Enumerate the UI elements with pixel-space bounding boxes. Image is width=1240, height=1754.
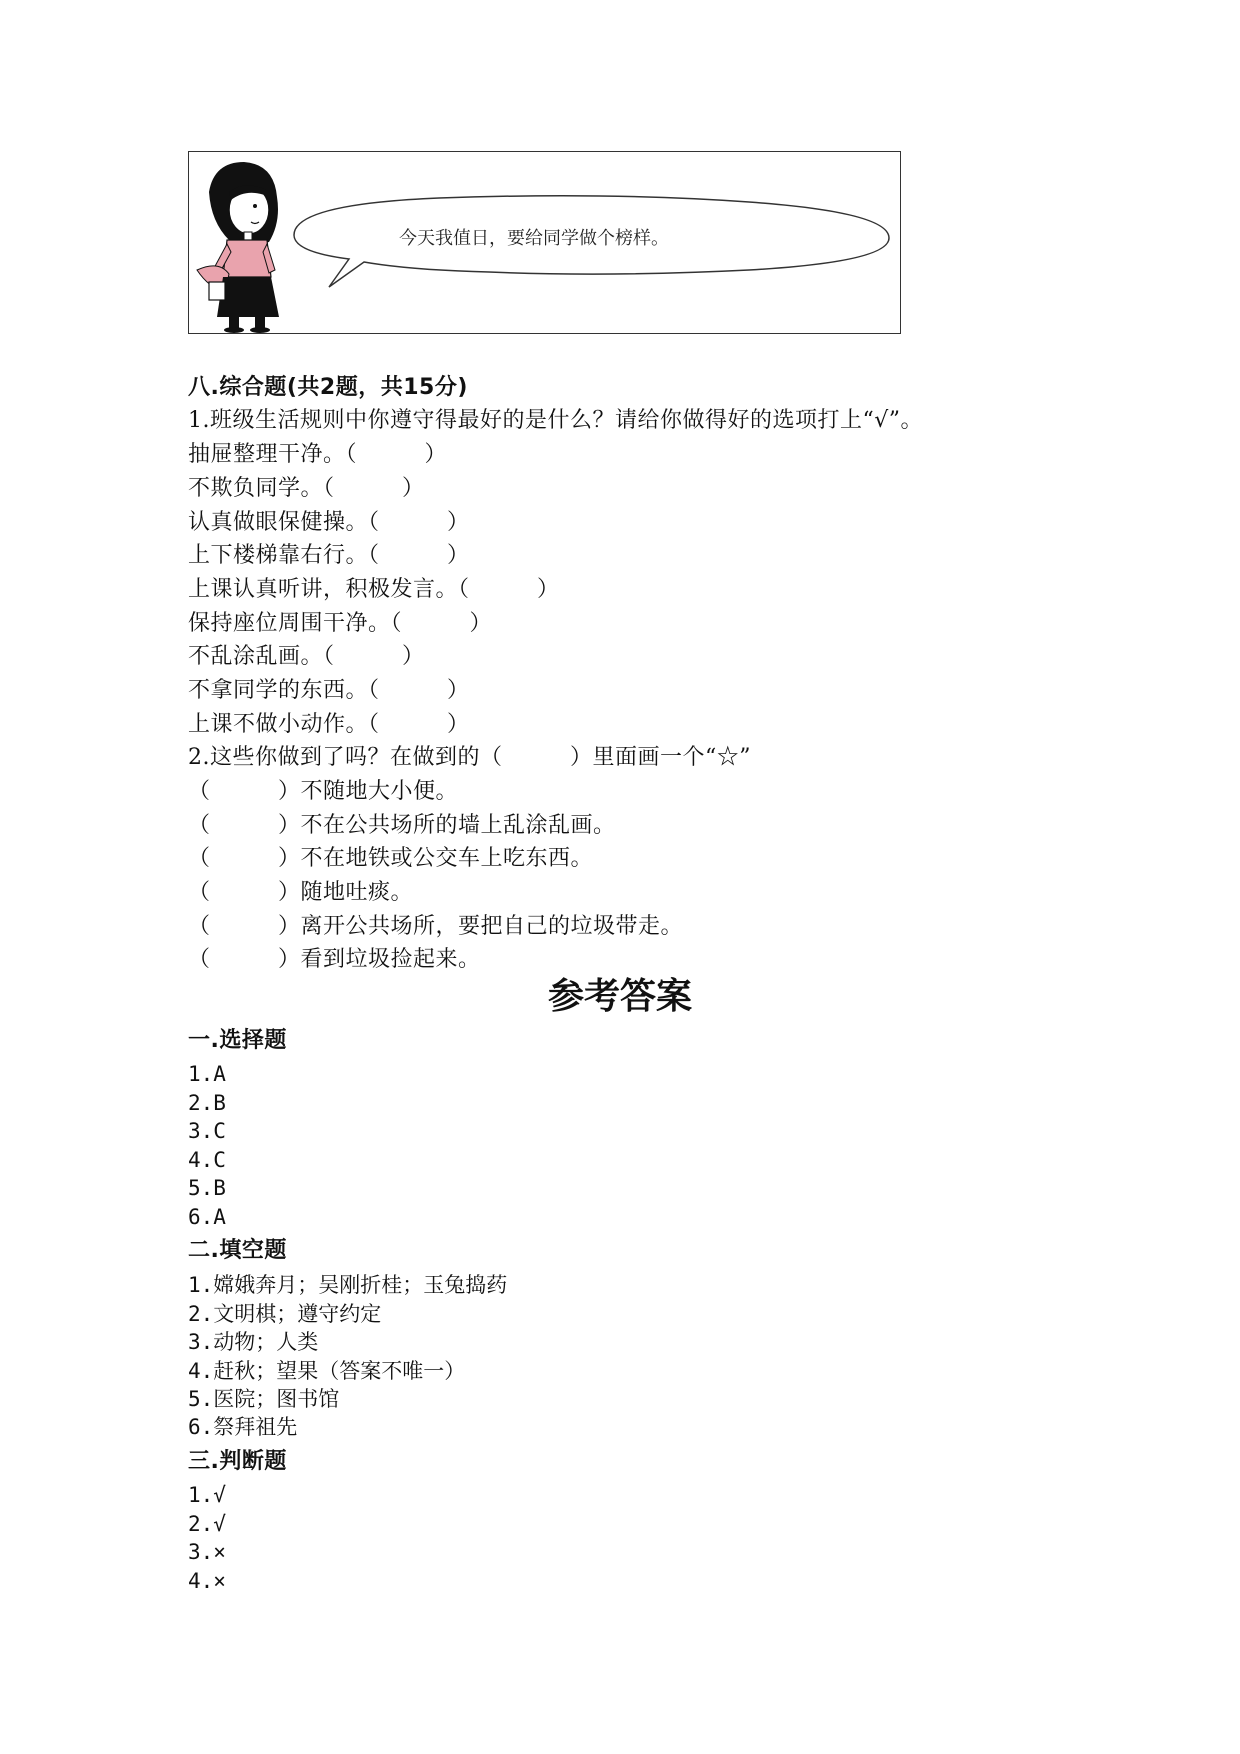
answer-item: 2.文明棋；遵守约定 [188, 1302, 382, 1326]
answer-item: 3.动物；人类 [188, 1330, 319, 1354]
speech-text: 今天我值日，要给同学做个榜样。 [399, 228, 669, 249]
q1-item: 保持座位周围干净。（ ） [188, 611, 493, 636]
answer-part-1-title: 一.选择题 [188, 1028, 287, 1053]
answer-item: 2.B [188, 1091, 226, 1115]
q1-item: 不欺负同学。（ ） [188, 476, 425, 501]
q2-item: （ ）离开公共场所，要把自己的垃圾带走。 [188, 914, 684, 939]
q1-item: 上课认真听讲，积极发言。（ ） [188, 577, 560, 602]
answer-item: 4.× [188, 1569, 226, 1593]
section-8-title: 八.综合题(共2题，共15分) [188, 375, 468, 400]
answer-title: 参考答案 [547, 976, 692, 1017]
answer-item: 1.√ [188, 1483, 226, 1507]
q1-item: 上下楼梯靠右行。（ ） [188, 543, 470, 568]
answer-item: 3.× [188, 1540, 226, 1564]
answer-item: 3.C [188, 1119, 226, 1143]
q1-item: 不乱涂乱画。（ ） [188, 644, 425, 669]
q2-item: （ ）不随地大小便。 [188, 779, 459, 804]
answer-part-2-title: 二.填空题 [188, 1238, 287, 1263]
q1-item: 认真做眼保健操。（ ） [188, 510, 470, 535]
answer-item: 6.A [188, 1205, 226, 1229]
answer-item: 1.嫦娥奔月；吴刚折桂；玉兔捣药 [188, 1273, 508, 1297]
answer-item: 5.B [188, 1176, 226, 1200]
q1-prompt: 1.班级生活规则中你遵守得最好的是什么？请给你做得好的选项打上“√”。 [188, 408, 924, 433]
q2-item: （ ）看到垃圾捡起来。 [188, 947, 481, 972]
q2-item: （ ）不在地铁或公交车上吃东西。 [188, 846, 594, 871]
q1-item: 抽屉整理干净。（ ） [188, 442, 448, 467]
answer-item: 1.A [188, 1062, 226, 1086]
q2-item: （ ）随地吐痰。 [188, 880, 414, 905]
q2-item: （ ）不在公共场所的墙上乱涂乱画。 [188, 813, 616, 838]
q2-prompt: 2.这些你做到了吗？在做到的（ ）里面画一个“☆” [188, 745, 751, 770]
q1-item: 不拿同学的东西。（ ） [188, 678, 470, 703]
answer-item: 6.祭拜祖先 [188, 1415, 298, 1439]
answer-item: 2.√ [188, 1512, 226, 1536]
illustration-box [188, 151, 901, 334]
q1-item: 上课不做小动作。（ ） [188, 712, 470, 737]
answer-item: 5.医院；图书馆 [188, 1387, 340, 1411]
answer-item: 4.C [188, 1148, 226, 1172]
answer-item: 4.赶秋；望果（答案不唯一） [188, 1359, 466, 1383]
answer-part-3-title: 三.判断题 [188, 1449, 287, 1474]
